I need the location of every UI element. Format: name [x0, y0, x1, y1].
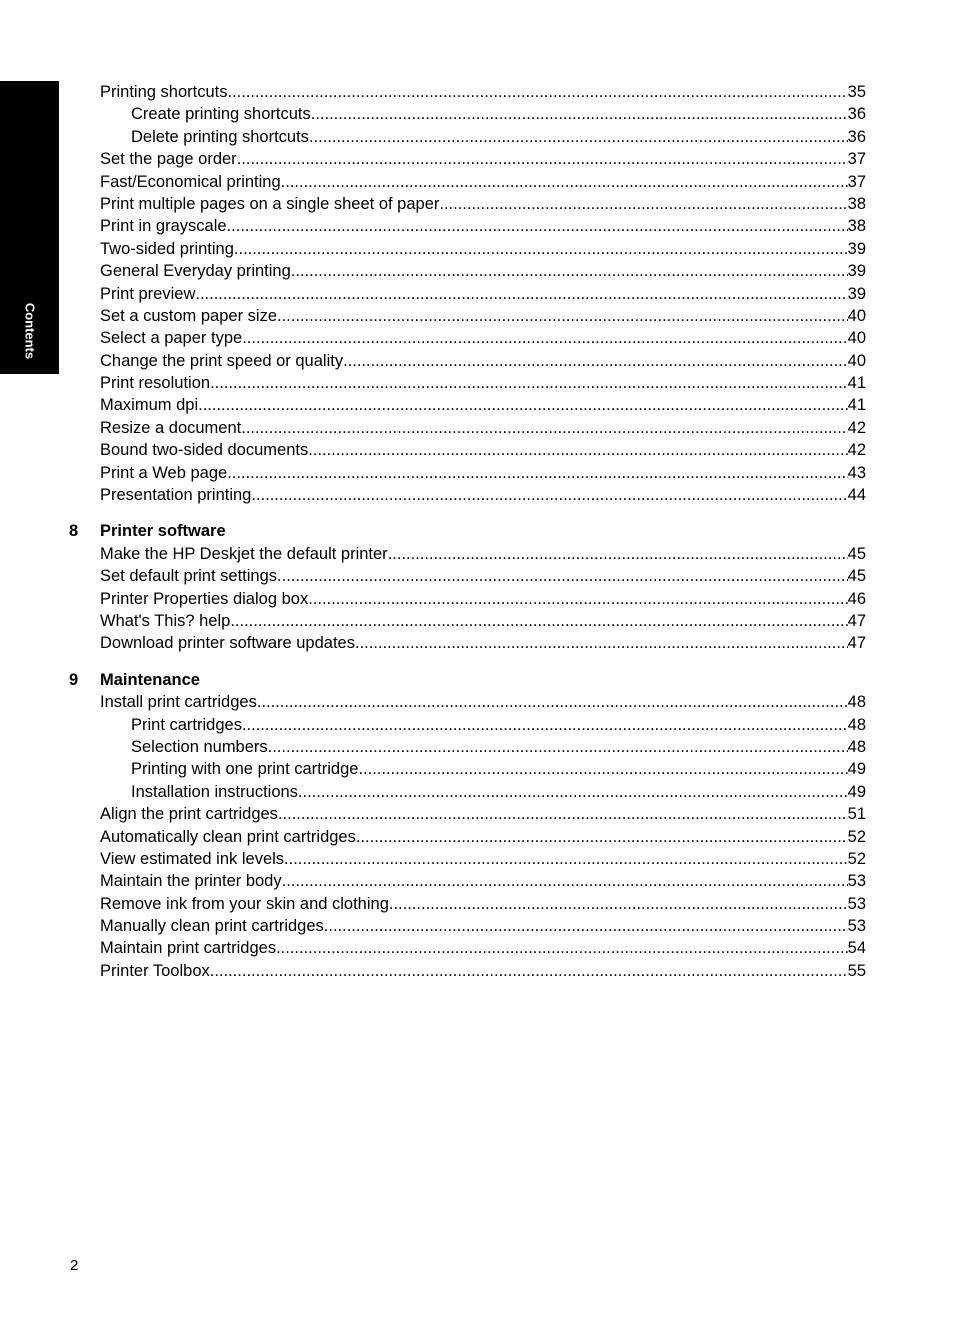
toc-entry-page: 38: [847, 194, 866, 213]
toc-entry-page: 36: [847, 105, 866, 124]
toc-entry[interactable]: [100, 417, 866, 439]
toc-entry[interactable]: [100, 632, 866, 654]
toc-entry-title: Set default print settings: [100, 567, 278, 586]
toc-entry-page: 53: [847, 872, 866, 891]
toc-entry-page: 35: [847, 83, 866, 101]
toc-entry-title: Two-sided printing: [100, 239, 234, 258]
dot-leader: [355, 632, 848, 654]
toc-entry[interactable]: [100, 610, 866, 632]
toc-entry-page: 37: [847, 150, 866, 169]
dot-leader: [210, 960, 848, 982]
toc-entry-title: Printer Properties dialog box: [100, 589, 309, 608]
toc-entry[interactable]: [100, 781, 866, 803]
toc-entry-title: Automatically clean print cartridges: [100, 827, 356, 846]
dot-leader: [439, 193, 847, 215]
toc-entry-page: 51: [847, 805, 866, 824]
toc-entry-page: 54: [847, 939, 866, 958]
toc-entry-page: 40: [847, 351, 866, 370]
toc-entry[interactable]: [100, 126, 866, 148]
toc-entry-title: Bound two-sided documents: [100, 441, 309, 460]
dot-leader: [356, 826, 848, 848]
toc-entry-page: 39: [847, 284, 866, 303]
toc-entry-title: View estimated ink levels: [100, 849, 285, 868]
dot-leader: [230, 610, 847, 632]
toc-entry-title: General Everyday printing: [100, 262, 291, 281]
toc-entry[interactable]: [100, 736, 866, 758]
toc-entry-page: 43: [847, 463, 866, 482]
toc-entry-title: Selection numbers: [131, 737, 268, 756]
toc-entry-title: Presentation printing: [100, 486, 252, 505]
toc-entry-title: Set the page order: [100, 150, 237, 169]
toc-entry-page: 46: [847, 589, 866, 608]
toc-entry[interactable]: [100, 394, 866, 416]
dot-leader: [242, 327, 847, 349]
toc-entry[interactable]: [100, 803, 866, 825]
toc-entry-page: 52: [847, 849, 866, 868]
dot-leader: [343, 350, 848, 372]
dot-leader: [324, 915, 848, 937]
toc-entry-title: Printer Toolbox: [100, 961, 210, 980]
dot-leader: [227, 215, 848, 237]
toc-entry-page: 41: [847, 374, 866, 393]
contents-side-tab-label: Contents: [22, 302, 38, 360]
toc-entry[interactable]: [100, 148, 866, 170]
dot-leader: [210, 372, 848, 394]
toc-entry-title: Make the HP Deskjet the default printer: [100, 544, 388, 563]
toc-entry-page: 45: [847, 544, 866, 563]
toc-entry[interactable]: [100, 462, 866, 484]
dot-leader: [284, 848, 848, 870]
toc-entry[interactable]: [100, 103, 866, 125]
toc-entry-title: Download printer software updates: [100, 634, 355, 653]
toc-entry[interactable]: [100, 260, 866, 282]
dot-leader: [227, 462, 847, 484]
toc-entry-page: 42: [847, 441, 866, 460]
toc-entry[interactable]: [100, 543, 866, 565]
toc-entry[interactable]: [100, 848, 866, 870]
toc-entry-title: Maximum dpi: [100, 396, 199, 415]
toc-entry-title: What's This? help: [100, 611, 231, 630]
dot-leader: [257, 691, 848, 713]
toc-entry-title: Print resolution: [100, 374, 211, 393]
dot-leader: [278, 803, 848, 825]
page-number: 2: [70, 1257, 79, 1274]
chapter-title: Printer software: [100, 522, 226, 541]
dot-leader: [277, 305, 848, 327]
toc-entry-page: 48: [847, 693, 866, 712]
toc-entry-page: 47: [847, 611, 866, 630]
toc-entry-title: Installation instructions: [131, 782, 298, 801]
toc-entry-page: 38: [847, 217, 866, 236]
dot-leader: [268, 736, 848, 758]
dot-leader: [241, 417, 847, 439]
toc-entry-title: Align the print cartridges: [100, 805, 278, 824]
dot-leader: [389, 893, 848, 915]
toc-entry[interactable]: [100, 870, 866, 892]
toc-entry[interactable]: [100, 327, 866, 349]
toc-entry-title: Fast/Economical printing: [100, 172, 281, 191]
toc-entry[interactable]: [100, 350, 866, 372]
toc-entry-title: Install print cartridges: [100, 693, 257, 712]
toc-entry-title: Printing shortcuts: [100, 83, 228, 101]
toc-entry-title: Print cartridges: [131, 715, 242, 734]
toc-entry[interactable]: [100, 171, 866, 193]
dot-leader: [198, 394, 848, 416]
toc-entry-page: 39: [847, 262, 866, 281]
toc-entry-title: Resize a document: [100, 418, 242, 437]
dot-leader: [242, 714, 848, 736]
toc-entry-page: 41: [847, 396, 866, 415]
toc-entry[interactable]: [100, 588, 866, 610]
toc-entry-page: 39: [847, 239, 866, 258]
toc-entry-title: Maintain the printer body: [100, 872, 282, 891]
toc-entry[interactable]: [100, 691, 866, 713]
dot-leader: [195, 283, 847, 305]
toc-entry-page: 48: [847, 737, 866, 756]
toc-entry-page: 49: [847, 760, 866, 779]
toc-entry[interactable]: [100, 893, 866, 915]
dot-leader: [237, 148, 848, 170]
dot-leader: [281, 171, 848, 193]
toc-entry[interactable]: [100, 283, 866, 305]
dot-leader: [298, 781, 848, 803]
toc-entry-title: Print a Web page: [100, 463, 228, 482]
toc-entry[interactable]: [100, 305, 866, 327]
toc-entry-page: 44: [847, 486, 866, 505]
toc-entry[interactable]: [100, 565, 866, 587]
toc-entry-page: 37: [847, 172, 866, 191]
toc-entry-page: 52: [847, 827, 866, 846]
dot-leader: [291, 260, 848, 282]
toc-entry-title: Change the print speed or quality: [100, 351, 344, 370]
toc-entry[interactable]: [100, 826, 866, 848]
dot-leader: [308, 439, 847, 461]
toc-entry-page: 55: [847, 961, 866, 980]
dot-leader: [282, 870, 848, 892]
chapter-number: 9: [69, 670, 79, 689]
toc-entry-page: 36: [847, 127, 866, 146]
dot-leader: [276, 937, 848, 959]
toc-entry-title: Delete printing shortcuts: [131, 127, 309, 146]
chapter-heading[interactable]: [69, 669, 866, 691]
toc-entry-title: Create printing shortcuts: [131, 105, 311, 124]
toc-entry-title: Maintain print cartridges: [100, 939, 277, 958]
toc-entry[interactable]: [100, 238, 866, 260]
toc-entry[interactable]: [100, 439, 866, 461]
toc-entry[interactable]: [100, 193, 866, 215]
toc-entry-title: Select a paper type: [100, 329, 243, 348]
toc-entry[interactable]: [100, 372, 866, 394]
dot-leader: [308, 588, 847, 610]
toc-entry-page: 45: [847, 567, 866, 586]
toc-entry-page: 40: [847, 329, 866, 348]
toc-entry[interactable]: [100, 714, 866, 736]
toc-entry-title: Print in grayscale: [100, 217, 227, 236]
toc-entry-page: 49: [847, 782, 866, 801]
dot-leader: [251, 484, 847, 506]
toc-entry[interactable]: [100, 960, 866, 982]
dot-leader: [358, 758, 847, 780]
dot-leader: [277, 565, 848, 587]
toc-entry-title: Print multiple pages on a single sheet of paper: [100, 194, 440, 213]
toc-entry[interactable]: [100, 81, 866, 103]
toc-entry[interactable]: [100, 915, 866, 937]
toc-entry[interactable]: [100, 484, 866, 506]
toc-entry-title: Remove ink from your skin and clothing: [100, 894, 389, 913]
toc-entry-page: 48: [847, 715, 866, 734]
table-of-contents: [69, 81, 866, 982]
dot-leader: [234, 238, 848, 260]
dot-leader: [311, 103, 848, 125]
chapter-number: 8: [69, 522, 79, 541]
toc-entry-title: Set a custom paper size: [100, 306, 278, 325]
toc-entry-page: 53: [847, 917, 866, 936]
chapter-title: Maintenance: [100, 670, 200, 689]
dot-leader: [309, 126, 848, 148]
chapter-heading[interactable]: [69, 520, 866, 542]
toc-entry[interactable]: [100, 758, 866, 780]
toc-entry-title: Print preview: [100, 284, 196, 303]
dot-leader: [227, 81, 847, 103]
toc-entry-title: Manually clean print cartridges: [100, 917, 324, 936]
dot-leader: [388, 543, 848, 565]
toc-entry-page: 53: [847, 894, 866, 913]
toc-entry-page: 40: [847, 306, 866, 325]
toc-entry[interactable]: [100, 215, 866, 237]
toc-entry-title: Printing with one print cartridge: [131, 760, 359, 779]
toc-entry-page: 42: [847, 418, 866, 437]
toc-entry-page: 47: [847, 634, 866, 653]
toc-entry[interactable]: [100, 937, 866, 959]
